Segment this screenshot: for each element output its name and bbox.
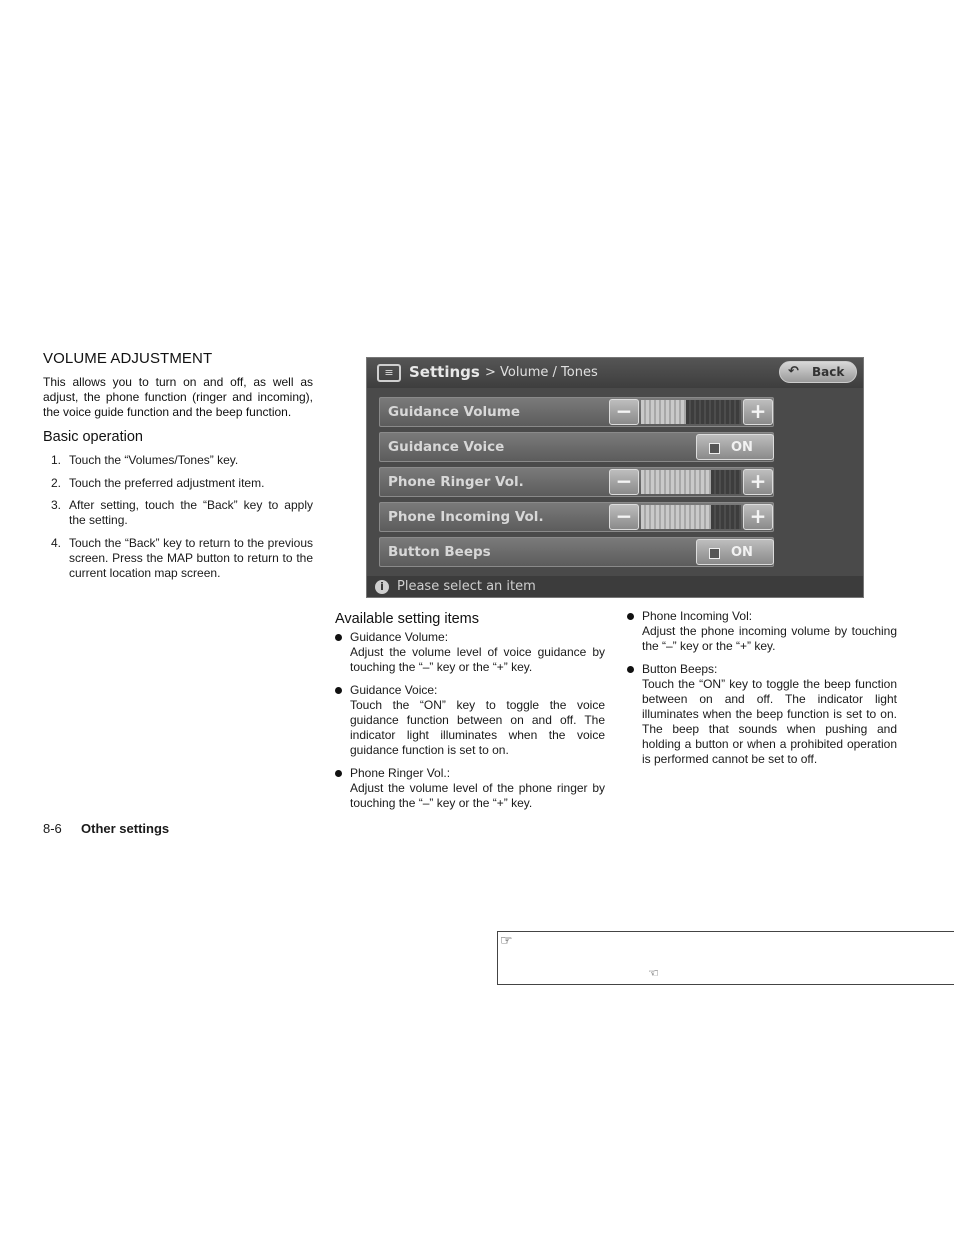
screen-title: Settings — [409, 363, 480, 381]
minus-button[interactable]: − — [609, 504, 639, 530]
list-item — [335, 630, 605, 675]
item-desc: Touch the “ON” key to toggle the beep function between on and off. The indicator light illuminates when the beep function is set to on. The beep that sounds when pushing and holding a button or when a prohibited operation is performed cannot be set to off. — [642, 677, 897, 766]
item-desc: Adjust the phone incoming volume by touching the “–” key or the “+” key. — [642, 624, 897, 653]
intro-paragraph: This allows you to turn on and off, as well as adjust, the phone function (ringer and incoming), the voice guide function and the beep function. — [43, 375, 313, 419]
step-text: After setting, touch the “Back” key to apply the setting. — [69, 498, 313, 527]
list-item — [335, 683, 605, 758]
list-item — [335, 766, 605, 811]
row-label: Button Beeps — [388, 544, 491, 560]
basic-operation-heading: Basic operation — [43, 429, 143, 445]
row-label: Guidance Volume — [388, 404, 521, 420]
item-name: Phone Incoming Vol: — [642, 609, 753, 623]
row-guidance-volume[interactable] — [379, 397, 774, 427]
available-list-col1 — [335, 630, 605, 819]
row-phone-ringer-vol[interactable] — [379, 467, 774, 497]
settings-screen — [366, 357, 864, 598]
toggle-label: ON — [731, 440, 753, 455]
on-toggle-button[interactable] — [696, 434, 774, 460]
pointing-hand-icon: ☞ — [500, 932, 513, 948]
volume-level — [641, 505, 711, 529]
available-heading: Available setting items — [335, 611, 480, 627]
minus-button[interactable]: − — [609, 469, 639, 495]
item-desc: Touch the “ON” key to toggle the voice guidance function between on and off. The indicator light illuminates when the voice guidance function is set to on. — [350, 698, 605, 757]
bullet-icon — [335, 687, 342, 694]
pointing-hand-icon: ☜ — [648, 966, 659, 980]
volume-bar — [641, 400, 741, 424]
steps-list — [43, 453, 313, 588]
step-text: Touch the preferred adjustment item. — [69, 475, 265, 490]
volume-level — [641, 400, 686, 424]
row-guidance-voice[interactable] — [379, 432, 774, 462]
step-item — [43, 476, 313, 491]
item-name: Guidance Voice: — [350, 683, 438, 697]
back-label: Back — [812, 365, 845, 379]
item-name: Button Beeps: — [642, 662, 718, 676]
section-title: Other settings — [81, 821, 170, 836]
back-button[interactable] — [779, 361, 857, 383]
menu-icon[interactable]: ≡ — [377, 364, 401, 382]
status-text: Please select an item — [397, 579, 536, 594]
volume-bar — [641, 505, 741, 529]
row-label: Phone Incoming Vol. — [388, 509, 544, 525]
step-number: 1. — [51, 453, 62, 467]
toggle-label: ON — [731, 545, 753, 560]
plus-button[interactable]: + — [743, 469, 773, 495]
screen-breadcrumb: > Volume / Tones — [485, 365, 598, 380]
note-box — [497, 931, 954, 985]
row-label: Guidance Voice — [388, 439, 505, 455]
plus-button[interactable]: + — [743, 399, 773, 425]
screen-header — [367, 358, 863, 388]
volume-level — [641, 470, 711, 494]
step-item — [43, 498, 313, 528]
step-text: Touch the “Back” key to return to the previous screen. Press the MAP button to return to the current location map screen. — [69, 535, 313, 580]
list-item — [627, 662, 897, 767]
item-desc: Adjust the volume level of voice guidance by touching the “–” key or the “+” key. — [350, 645, 605, 674]
step-item — [43, 453, 313, 468]
info-icon: i — [375, 580, 389, 594]
bullet-icon — [627, 613, 634, 620]
bullet-icon — [335, 770, 342, 777]
step-number: 2. — [51, 475, 62, 490]
indicator-light — [709, 443, 720, 454]
minus-button[interactable]: − — [609, 399, 639, 425]
section-heading: VOLUME ADJUSTMENT — [43, 350, 213, 367]
item-desc: Adjust the volume level of the phone ringer by touching the “–” key or the “+” key. — [350, 781, 605, 810]
page-number: 8-6 — [43, 821, 62, 836]
row-phone-incoming-vol[interactable] — [379, 502, 774, 532]
step-number: 3. — [51, 498, 62, 512]
on-toggle-button[interactable] — [696, 539, 774, 565]
list-item — [627, 609, 897, 654]
bullet-icon — [335, 634, 342, 641]
step-item — [43, 536, 313, 581]
available-list-col2 — [627, 609, 897, 775]
back-arrow-icon: ↶ — [788, 364, 799, 379]
plus-button[interactable]: + — [743, 504, 773, 530]
item-name: Phone Ringer Vol.: — [350, 766, 451, 780]
row-button-beeps[interactable] — [379, 537, 774, 567]
step-text: Touch the “Volumes/Tones” key. — [69, 453, 239, 467]
volume-bar — [641, 470, 741, 494]
row-label: Phone Ringer Vol. — [388, 474, 524, 490]
status-bar — [367, 576, 863, 598]
step-number: 4. — [51, 535, 62, 550]
item-name: Guidance Volume: — [350, 630, 449, 644]
indicator-light — [709, 548, 720, 559]
bullet-icon — [627, 666, 634, 673]
